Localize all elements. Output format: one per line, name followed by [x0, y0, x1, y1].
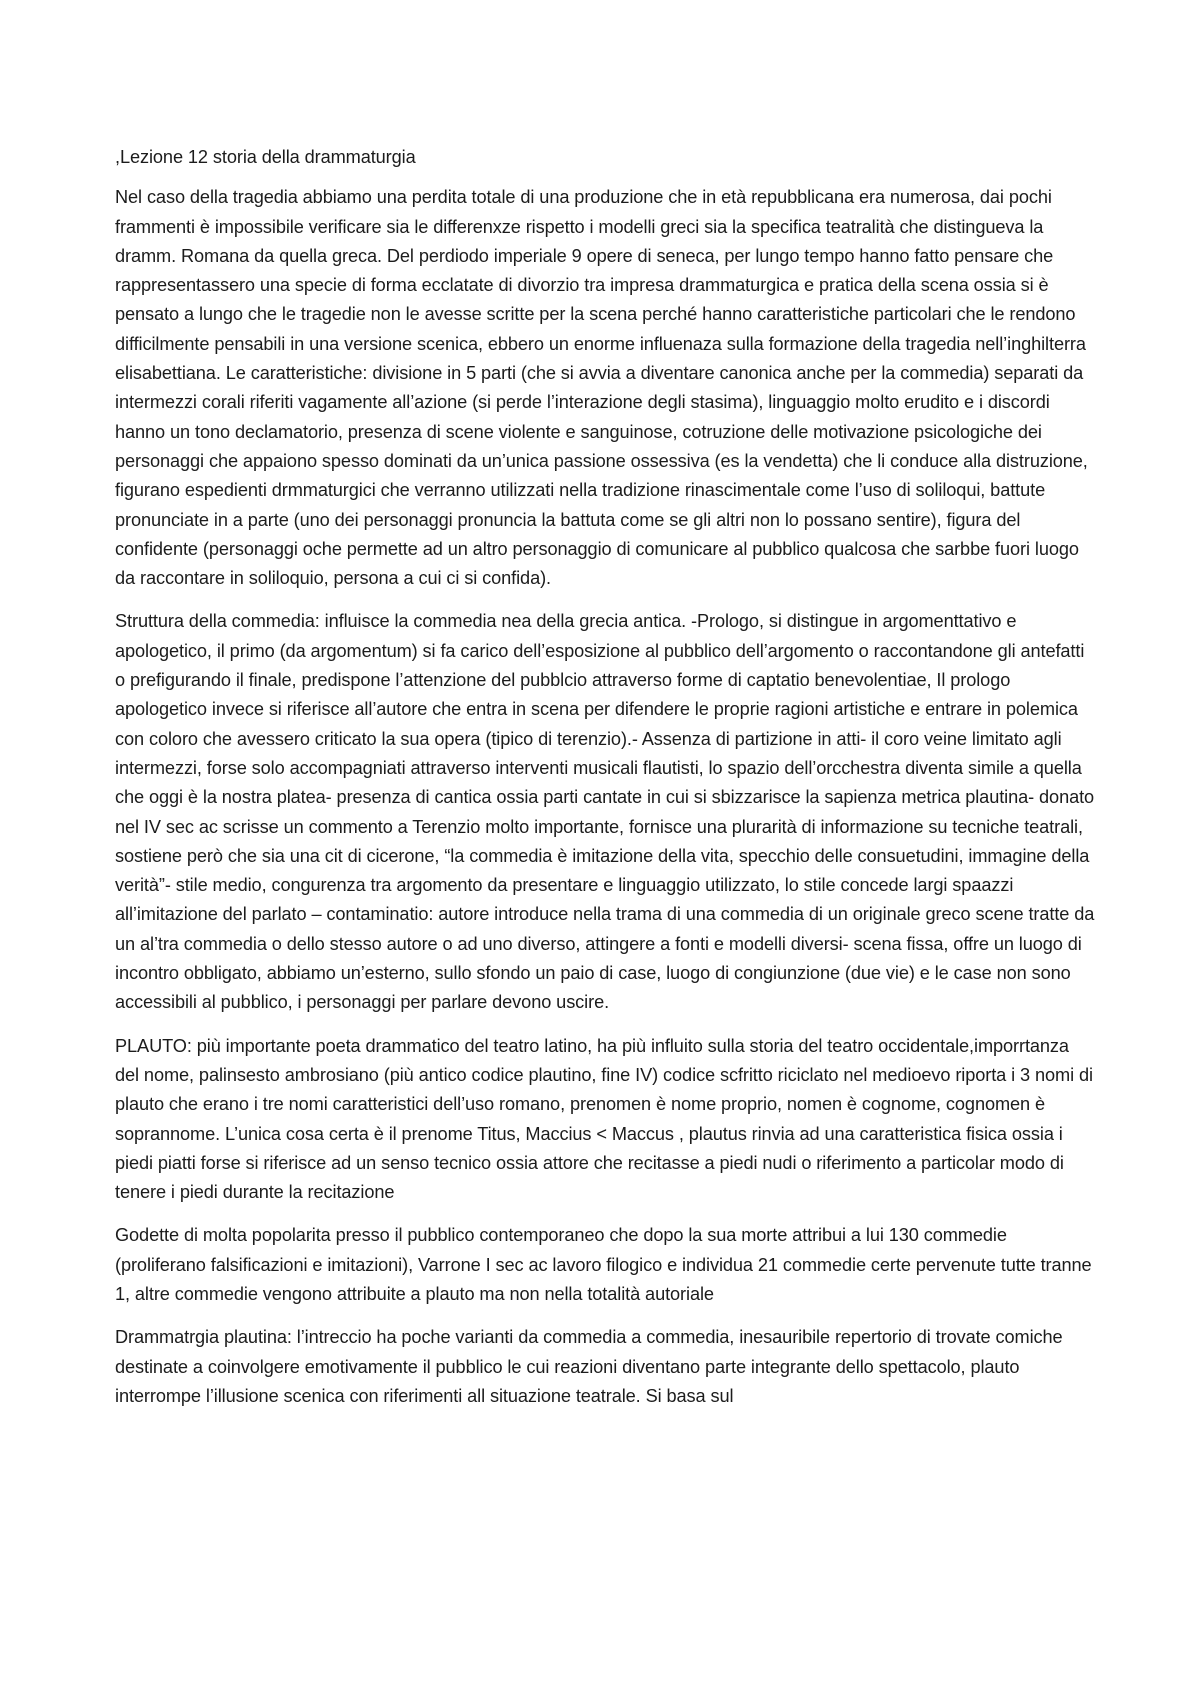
document-body [115, 143, 1095, 1425]
paragraph-plauto: PLAUTO: più importante poeta drammatico del teatro latino, ha più influito sulla storia del teatro occidentale,imporrtanza del nome, palinsesto ambrosiano (più antico codice plautino, fine IV) codice scfritto riciclato nel medioevo riporta i 3 nomi di plauto che erano i tre nomi caratteristici dell’uso romano, prenomen è nome proprio, nomen è cognome, cognomen è soprannome. L’unica cosa certa è il prenome Titus, Maccius < Maccus , plautus rinvia ad una caratteristica fisica ossia i piedi piatti forse si riferisce ad un senso tecnico ossia attore che recitasse a piedi nudi o riferimento a particolar modo di tenere i piedi durante la recitazione [115, 1035, 1093, 1203]
paragraph-drammaturgia-plautina: Drammatrgia plautina: l’intreccio ha poche varianti da commedia a commedia, inesauribile repertorio di trovate comiche destinate a coinvolgere emotivamente il pubblico le cui reazioni diventano parte integrante dello spettacolo, plauto interrompe l’illusione scenica con riferimenti all situazione teatrale. Si basa sul [115, 1327, 1063, 1406]
document-title: ,Lezione 12 storia della drammaturgia [115, 147, 416, 167]
paragraph-struttura-commedia: Struttura della commedia: influisce la commedia nea della grecia antica. -Prologo, si distingue in argomenttativo e apologetico, il primo (da argomentum) si fa carico dell’esposizione al pubblico dell’argomento o raccontandone gli antefatti o prefigurando il finale, predispone l’attenzione del pubblcio attraverso forme di captatio benevolentiae, Il prologo apologetico invece si riferisce all’autore che entra in scena per difendere le proprie ragioni artistiche e entrare in polemica con coloro che avessero criticato la sua opera (tipico di terenzio).- Assenza di partizione in atti- il coro veine limitato agli intermezzi, forse solo accompagniati attraverso interventi musicali flautisti, lo spazio dell’orcchestra diventa simile a quella che oggi è la nostra platea- presenza di cantica ossia parti cantate in cui si sbizzarisce la sapienza metrica plautina- donato nel IV sec ac scrisse un commento a Terenzio molto importante, fornisce una plurarità di informazione su tecniche teatrali, sostiene però che sia una cit di cicerone, “la commedia è imitazione della vita, specchio delle consuetudini, immagine della verità”- stile medio, congurenza tra argomento da presentare e linguaggio utilizzato, lo stile concede largi spaazzi all’imitazione del parlato – contaminatio: autore introduce nella trama di una commedia di un originale greco scene tratte da un al’tra commedia o dello stesso autore o ad uno diverso, attingere a fonti e modelli diversi- scena fissa, offre un luogo di incontro obbligato, abbiamo un’esterno, sullo sfondo un paio di case, luogo di congiunzione (due vie) e le case non sono accessibili al pubblico, i personaggi per parlare devono uscire. [115, 611, 1095, 1013]
paragraph-tragedia: Nel caso della tragedia abbiamo una perdita totale di una produzione che in età repubblicana era numerosa, dai pochi frammenti è impossibile verificare sia le differenxze rispetto i modelli greci sia la specifica teatralità che distingueva la dramm. Romana da quella greca. Del perdiodo imperiale 9 opere di seneca, per lungo tempo hanno fatto pensare che rappresentassero una specie di forma ecclatate di divorzio tra impresa drammaturgica e pratica della scena ossia si è pensato a lungo che le tragedie non le avesse scritte per la scena perché hanno caratteristiche particolari che le rendono difficilmente pensabili in una versione scenica, ebbero un enorme influenaza sulla formazione della tragedia nell’inghilterra elisabettiana. Le caratteristiche: divisione in 5 parti (che si avvia a diventare canonica anche per la commedia) separati da intermezzi corali riferiti vagamente all’azione (si perde l’interazione degli stasima), linguaggio molto erudito e i discordi hanno un tono declamatorio, presenza di scene violente e sanguinose, cotruzione delle motivazione psicologiche dei personaggi che appaiono spesso dominati da un’unica passione ossessiva (es la vendetta) che li conduce alla distruzione, figurano espedienti drmmaturgici che verranno utilizzati nella tradizione rinascimentale come l’uso di soliloqui, battute pronunciate in a parte (uno dei personaggi pronuncia la battuta come se gli altri non lo possano sentire), figura del confidente (personaggi oche permette ad un altro personaggio di comunicare al pubblico qualcosa che sarbbe fuori luogo da raccontare in soliloquio, persona a cui ci si confida). [115, 187, 1088, 589]
paragraph-popolarita: Godette di molta popolarita presso il pubblico contemporaneo che dopo la sua morte attribui a lui 130 commedie (proliferano falsificazioni e imitazioni), Varrone I sec ac lavoro filogico e individua 21 commedie certe pervenute tutte tranne 1, altre commedie vengono attribuite a plauto ma non nella totalità autoriale [115, 1225, 1092, 1304]
